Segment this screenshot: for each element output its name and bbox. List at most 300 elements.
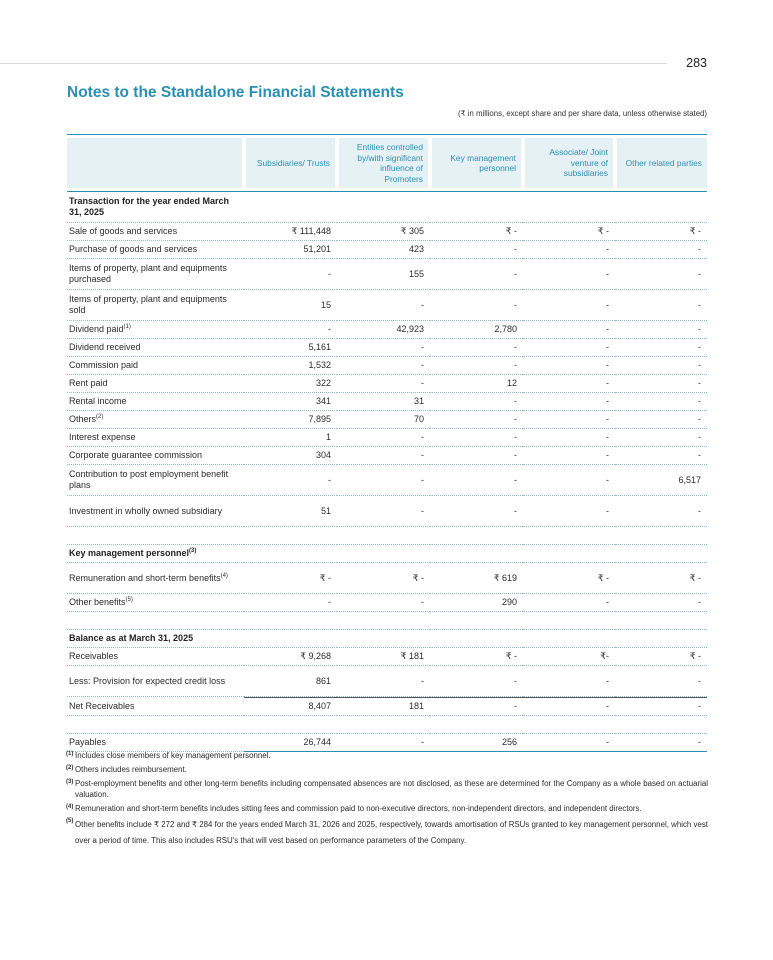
table-row (67, 496, 707, 527)
value-cell (430, 716, 523, 734)
row-label-text: Dividend paid (69, 324, 124, 334)
value-cell (244, 447, 337, 465)
value-text: - (606, 324, 609, 334)
spacer-row (67, 527, 707, 545)
value-text: - (421, 597, 424, 607)
value-text: - (698, 360, 701, 370)
value-text: ₹ - (597, 572, 609, 583)
value-cell (430, 465, 523, 496)
value-cell (523, 594, 615, 612)
value-text: - (698, 675, 701, 686)
value-cell (523, 666, 615, 697)
header-cell-other-related: Other related parties (615, 134, 707, 192)
value-text: - (606, 737, 609, 747)
value-cell (615, 563, 707, 594)
table-row (67, 393, 707, 411)
value-cell (615, 447, 707, 465)
table-row (67, 321, 707, 339)
row-label-text: Balance as at March 31, 2025 (69, 633, 194, 643)
footnote-mark: (3) (66, 779, 74, 785)
footnote-ref: (2) (96, 414, 104, 420)
value-text: - (606, 414, 609, 424)
value-text: ₹ - (319, 572, 331, 583)
value-cell (337, 716, 430, 734)
footnote (66, 778, 708, 800)
value-cell (337, 357, 430, 375)
value-cell (523, 563, 615, 594)
header-cell-label (67, 134, 244, 192)
value-text: - (421, 505, 424, 516)
value-text: ₹ - (689, 226, 701, 236)
table-row (67, 223, 707, 241)
value-cell (430, 290, 523, 321)
value-cell (615, 375, 707, 393)
value-text: - (698, 342, 701, 352)
footnote-text: Others includes reimbursement. (75, 765, 187, 774)
value-cell (430, 223, 523, 241)
value-text: - (606, 505, 609, 516)
value-text: - (421, 474, 424, 485)
row-label-text: Rental income (69, 396, 127, 406)
value-text: - (698, 324, 701, 334)
value-text: - (514, 474, 517, 485)
value-cell (523, 527, 615, 545)
value-text: - (606, 342, 609, 352)
value-cell (337, 465, 430, 496)
row-label (67, 290, 244, 321)
value-cell (523, 321, 615, 339)
value-text: 26,744 (303, 737, 331, 747)
row-label-text: Items of property, plant and equipments sold (69, 294, 227, 315)
value-text: ₹ 181 (400, 651, 424, 661)
value-cell (244, 241, 337, 259)
footnote-mark: (1) (66, 751, 74, 757)
value-text: - (698, 701, 701, 711)
value-cell (244, 527, 337, 545)
value-cell (337, 648, 430, 666)
value-cell (337, 241, 430, 259)
value-text: ₹ 619 (493, 572, 517, 583)
related-party-table (67, 134, 707, 752)
row-label (67, 648, 244, 666)
row-label-text: Remuneration and short-term benefits (69, 572, 221, 583)
value-cell (430, 648, 523, 666)
row-label (67, 612, 244, 630)
footnote-mark: (5) (66, 818, 74, 824)
value-cell (430, 393, 523, 411)
row-label-text: Purchase of goods and services (69, 244, 198, 254)
value-text: - (606, 244, 609, 254)
value-text: 31 (413, 396, 424, 406)
value-cell (523, 192, 615, 223)
footnote-ref: (3) (189, 548, 197, 554)
value-text: - (421, 378, 424, 388)
row-label-text: Less: Provision for expected credit loss (69, 675, 226, 686)
row-label (67, 411, 244, 429)
value-cell (615, 666, 707, 697)
row-label (67, 393, 244, 411)
row-label (67, 563, 244, 594)
footnote-text: Remuneration and short-term benefits includes sitting fees and commission paid to non-executive directors, non-independent directors, and independent directors. (75, 804, 642, 813)
footnote (66, 817, 708, 849)
value-cell (615, 465, 707, 496)
value-cell (430, 339, 523, 357)
value-cell (523, 545, 615, 563)
footnote (66, 764, 708, 775)
value-cell (244, 666, 337, 697)
row-label (67, 465, 244, 496)
value-text: - (421, 360, 424, 370)
value-cell (523, 447, 615, 465)
value-cell (244, 375, 337, 393)
value-cell (523, 465, 615, 496)
row-label-text: Others (69, 414, 97, 424)
row-label (67, 716, 244, 734)
value-cell (244, 393, 337, 411)
value-text: 42,923 (396, 324, 424, 334)
value-cell (615, 716, 707, 734)
value-text: 861 (315, 675, 331, 686)
section-row (67, 630, 707, 648)
value-cell (244, 357, 337, 375)
footnote-ref: (5) (125, 597, 133, 603)
value-cell (244, 697, 337, 716)
footnote-text: Includes close members of key management personnel. (75, 751, 271, 760)
value-cell (523, 259, 615, 290)
value-text: 1,532 (308, 360, 331, 370)
value-text: - (514, 396, 517, 406)
value-text: 322 (315, 378, 331, 388)
value-cell (615, 357, 707, 375)
header-cell-subsidiaries: Subsidiaries/ Trusts (244, 134, 337, 192)
row-label-text: Interest expense (69, 432, 136, 442)
value-text: - (514, 701, 517, 711)
row-label-text: Commission paid (69, 360, 139, 370)
value-cell (337, 339, 430, 357)
value-text: ₹- (600, 651, 609, 661)
spacer-row (67, 612, 707, 630)
value-cell (337, 630, 430, 648)
value-cell (244, 630, 337, 648)
value-text: - (328, 474, 331, 485)
table-row (67, 357, 707, 375)
value-cell (337, 411, 430, 429)
value-cell (244, 192, 337, 223)
value-cell (615, 429, 707, 447)
value-cell (523, 223, 615, 241)
value-text: - (421, 299, 424, 310)
value-text: - (514, 268, 517, 279)
row-label-text: Transaction for the year ended March 31, 2025 (69, 196, 230, 217)
value-text: - (698, 505, 701, 516)
value-cell (430, 447, 523, 465)
value-cell (615, 594, 707, 612)
value-cell (244, 545, 337, 563)
value-cell (337, 545, 430, 563)
value-cell (337, 375, 430, 393)
value-text: 290 (501, 597, 517, 607)
value-cell (244, 321, 337, 339)
value-cell (430, 429, 523, 447)
value-text: - (514, 244, 517, 254)
row-label-text: Items of property, plant and equipments purchased (69, 263, 227, 284)
row-label-text: Sale of goods and services (69, 226, 178, 236)
table-row (67, 447, 707, 465)
footnote-text: Post-employment benefits and other long-term benefits including compensated absences are not disclosed, as these are determined for the Company as a whole based on actuarial valuation. (75, 779, 708, 799)
table-row (67, 339, 707, 357)
value-cell (244, 594, 337, 612)
value-cell (337, 496, 430, 527)
footnote (66, 803, 708, 814)
value-text: - (606, 432, 609, 442)
value-text: 304 (315, 450, 331, 460)
row-label (67, 241, 244, 259)
footnote-ref: (4) (220, 572, 228, 579)
value-cell (523, 716, 615, 734)
value-text: - (514, 675, 517, 686)
value-text: - (514, 342, 517, 352)
value-cell (615, 241, 707, 259)
value-cell (337, 563, 430, 594)
header-cell-entities-controlled: Entities controlled by/with significant influence of Promoters (337, 134, 430, 192)
value-text: - (606, 450, 609, 460)
value-cell (523, 357, 615, 375)
value-text: 12 (506, 378, 517, 388)
value-text: 51 (320, 505, 331, 516)
value-cell (615, 259, 707, 290)
table-row (67, 241, 707, 259)
value-cell (337, 697, 430, 716)
value-text: - (606, 597, 609, 607)
value-cell (430, 666, 523, 697)
value-text: - (606, 396, 609, 406)
related-party-table-container (67, 134, 707, 752)
value-cell (430, 357, 523, 375)
value-cell (615, 290, 707, 321)
row-label (67, 594, 244, 612)
value-cell (337, 393, 430, 411)
value-text: ₹ - (689, 572, 701, 583)
value-text: - (421, 675, 424, 686)
value-cell (337, 527, 430, 545)
value-text: ₹ - (597, 226, 609, 236)
value-cell (337, 192, 430, 223)
value-text: 15 (320, 299, 331, 310)
value-text: 2,780 (494, 324, 517, 334)
row-label (67, 697, 244, 716)
value-cell (337, 447, 430, 465)
value-text: 7,895 (308, 414, 331, 424)
value-text: - (328, 324, 331, 334)
value-cell (244, 716, 337, 734)
value-cell (523, 411, 615, 429)
value-cell (337, 290, 430, 321)
value-cell (337, 594, 430, 612)
value-cell (337, 223, 430, 241)
row-label (67, 666, 244, 697)
header-row (67, 134, 707, 192)
value-text: - (514, 450, 517, 460)
row-label-text: Key management personnel (69, 548, 190, 558)
value-cell (615, 339, 707, 357)
value-text: 341 (315, 396, 331, 406)
page-title: Notes to the Standalone Financial Statements (67, 84, 404, 101)
footnote-mark: (2) (66, 765, 74, 771)
value-cell (615, 223, 707, 241)
value-cell (244, 465, 337, 496)
row-label-text: Dividend received (69, 342, 141, 352)
value-text: 8,407 (308, 701, 331, 711)
value-text: 6,517 (678, 474, 701, 485)
value-text: - (606, 378, 609, 388)
value-cell (523, 429, 615, 447)
value-cell (430, 527, 523, 545)
row-label (67, 339, 244, 357)
value-text: - (606, 299, 609, 310)
value-text: 51,201 (303, 244, 331, 254)
value-cell (337, 259, 430, 290)
value-text: - (328, 597, 331, 607)
page-number: 283 (686, 56, 707, 70)
table-row (67, 290, 707, 321)
value-cell (615, 411, 707, 429)
row-label-text: Investment in wholly owned subsidiary (69, 505, 223, 516)
value-text: ₹ - (505, 651, 517, 661)
table-row (67, 465, 707, 496)
value-text: - (514, 414, 517, 424)
table-row (67, 594, 707, 612)
value-cell (430, 545, 523, 563)
value-cell (337, 429, 430, 447)
value-text: - (698, 414, 701, 424)
table-header (67, 134, 707, 192)
row-label-text: Rent paid (69, 378, 108, 388)
value-text: ₹ 111,448 (291, 226, 331, 236)
footnote-text: Other benefits include ₹ 272 and ₹ 284 for the years ended March 31, 2026 and 2025, respectively, towards amortisation of RSUs granted to key management personnel, which vest over a period of time. This also includes RSU's that will vest based on performance parameters of the Company. (75, 820, 708, 845)
value-text: - (606, 701, 609, 711)
spacer-row (67, 716, 707, 734)
value-cell (523, 393, 615, 411)
value-cell (244, 339, 337, 357)
value-cell (430, 594, 523, 612)
header-cell-associate-jv: Associate/ Joint venture of subsidiaries (523, 134, 615, 192)
value-cell (244, 411, 337, 429)
value-text: 423 (408, 244, 424, 254)
row-label-text: Contribution to post employment benefit plans (69, 469, 229, 490)
value-cell (430, 496, 523, 527)
row-label (67, 357, 244, 375)
section-row (67, 192, 707, 223)
row-label (67, 545, 244, 563)
value-text: ₹ 305 (400, 226, 424, 236)
value-cell (430, 259, 523, 290)
value-cell (615, 496, 707, 527)
table-row (67, 697, 707, 716)
section-row (67, 545, 707, 563)
row-label (67, 447, 244, 465)
value-cell (430, 411, 523, 429)
value-text: - (421, 432, 424, 442)
value-cell (244, 223, 337, 241)
row-label (67, 496, 244, 527)
value-text: - (514, 432, 517, 442)
value-text: - (606, 360, 609, 370)
footnote (66, 750, 708, 761)
row-label-text: Net Receivables (69, 700, 135, 711)
value-text: ₹ 9,268 (300, 651, 331, 661)
value-text: 155 (408, 268, 424, 279)
value-cell (615, 545, 707, 563)
value-text: 256 (501, 737, 517, 747)
table-row (67, 563, 707, 594)
value-text: 1 (325, 432, 331, 442)
top-rule (0, 63, 667, 64)
value-cell (523, 630, 615, 648)
value-text: - (698, 378, 701, 388)
row-label-text: Other benefits (69, 597, 126, 607)
value-cell (430, 192, 523, 223)
value-text: 181 (408, 701, 424, 711)
value-text: - (328, 268, 331, 279)
row-label-text: Receivables (69, 651, 119, 661)
table-row (67, 375, 707, 393)
value-text: ₹ - (505, 226, 517, 236)
value-cell (244, 429, 337, 447)
units-note: (₹ in millions, except share and per share data, unless otherwise stated) (458, 109, 707, 118)
value-cell (523, 339, 615, 357)
value-cell (430, 612, 523, 630)
table-row (67, 429, 707, 447)
value-cell (430, 563, 523, 594)
value-text: - (421, 342, 424, 352)
row-label (67, 630, 244, 648)
value-text: - (514, 360, 517, 370)
value-cell (615, 192, 707, 223)
row-label (67, 223, 244, 241)
row-label-text: Payables (69, 737, 107, 747)
value-cell (615, 630, 707, 648)
header-cell-key-management: Key management personnel (430, 134, 523, 192)
row-label (67, 259, 244, 290)
value-text: - (698, 244, 701, 254)
value-text: - (421, 737, 424, 747)
value-cell (244, 496, 337, 527)
value-cell (615, 697, 707, 716)
row-label (67, 321, 244, 339)
value-text: ₹ - (689, 651, 701, 661)
value-cell (337, 321, 430, 339)
value-text: 5,161 (308, 342, 331, 352)
value-cell (523, 290, 615, 321)
value-cell (523, 375, 615, 393)
value-cell (523, 612, 615, 630)
value-cell (430, 241, 523, 259)
footnote-mark: (4) (66, 804, 74, 810)
value-text: - (698, 450, 701, 460)
value-cell (615, 393, 707, 411)
table-row (67, 666, 707, 697)
value-cell (523, 496, 615, 527)
table-body (67, 192, 707, 752)
value-cell (615, 321, 707, 339)
table-row (67, 648, 707, 666)
value-cell (337, 612, 430, 630)
value-text: - (606, 474, 609, 485)
value-cell (430, 697, 523, 716)
value-cell (523, 648, 615, 666)
value-cell (615, 527, 707, 545)
value-text: - (698, 597, 701, 607)
